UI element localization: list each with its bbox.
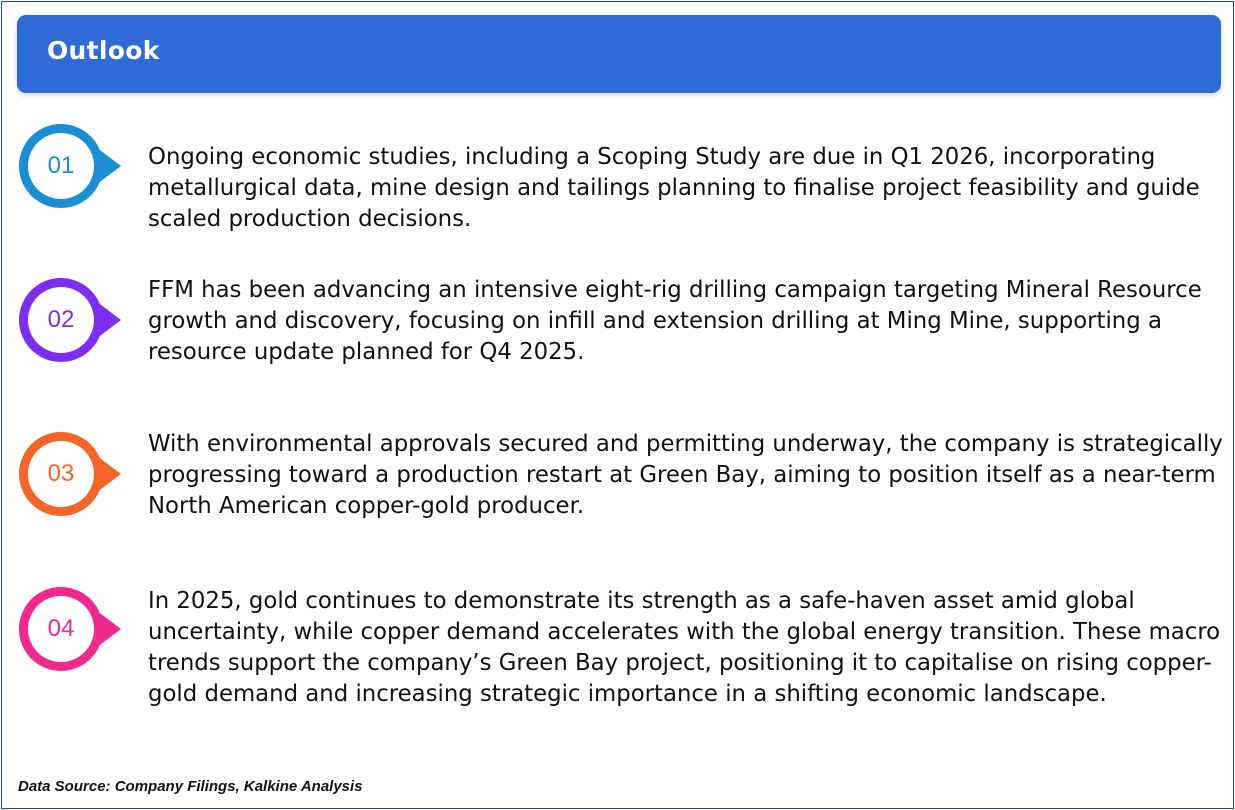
data-source-note: Data Source: Company Filings, Kalkine Analysis	[18, 778, 363, 795]
badge-number: 01	[47, 152, 75, 179]
badge-number: 04	[47, 615, 75, 642]
badge-number: 03	[47, 460, 75, 487]
item-text: With environmental approvals secured and permitting underway, the company is strategically progressing toward a production restart at Green Bay, aiming to position itself as a near-term North American copper-gold producer.	[148, 431, 1223, 519]
number-badge-icon	[20, 124, 122, 208]
outlook-header	[17, 15, 1221, 93]
outlook-panel	[1, 1, 1234, 809]
number-badge-icon	[20, 432, 122, 516]
item-text: In 2025, gold continues to demonstrate its strength as a safe-haven asset amid global uncertainty, while copper demand accelerates with the global energy transition. These macro trends support the company’s Green Bay project, positioning it to capitalise on rising copper-gold demand and increasing strategic importance in a shifting economic landscape.	[148, 588, 1221, 707]
item-text: FFM has been advancing an intensive eight-rig drilling campaign targeting Mineral Resource growth and discovery, focusing on infill and extension drilling at Ming Mine, supporting a resource update planned for Q4 2025.	[148, 277, 1202, 365]
number-badge-icon	[20, 278, 122, 362]
badge-number: 02	[47, 306, 75, 333]
item-text: Ongoing economic studies, including a Scoping Study are due in Q1 2026, incorporating metallurgical data, mine design and tailings planning to finalise project feasibility and guide scaled production decisions.	[148, 144, 1200, 232]
number-badge-icon	[20, 587, 122, 671]
page-title: Outlook	[47, 36, 160, 65]
